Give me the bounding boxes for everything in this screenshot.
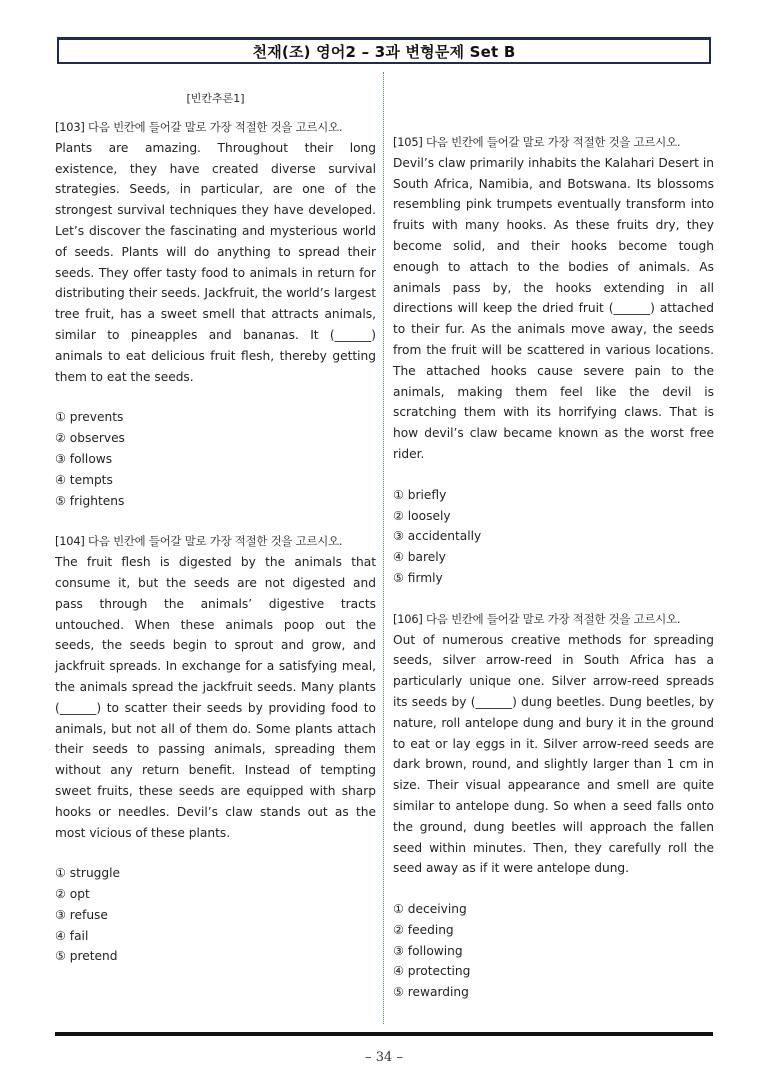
option-1: ① prevents [55, 410, 124, 425]
section-label: [빈칸추론1] [186, 92, 245, 105]
question-head: [103] 다음 빈칸에 들어갈 말로 가장 적절한 것을 고르시오. [55, 120, 343, 134]
option-3: ③ accidentally [393, 529, 482, 544]
option-4: ④ fail [55, 928, 89, 943]
question-passage: The fruit flesh is digested by the animals that consume it, but the seeds are not digested and pass through the animals’ digestive tracts untouched. When these animals poop out the seeds, the seeds begin to sprout and grow, and jackfruit spreads. In exchange for a satisfying meal, the animals spread the jackfruit seeds. Many plants (______) to scatter their seeds by providing food to animals, but not all of them do. Some plants attach their seeds to passing animals, spreading them without any return benefit. Instead of tempting sweet fruits, these seeds are equipped with sharp hooks or needles. Devil’s claw stands out as the most vicious of these plants. [55, 555, 376, 840]
column-divider [383, 72, 384, 1024]
question-103 [55, 117, 376, 511]
question-head: [106] 다음 빈칸에 들어갈 말로 가장 적절한 것을 고르시오. [393, 611, 681, 626]
question-head: [104] 다음 빈칸에 들어갈 말로 가장 적절한 것을 고르시오. [55, 534, 343, 549]
question-passage: Out of numerous creative methods for spreading seeds, silver arrow-reed in South Africa has a particularly unique one. Silver arrow-reed spreads its seeds by (______) dung beetles. Dung beetles, by nature, roll antelope dung and bury it in the ground to eat or lay eggs in it. Silver arrow-reed seeds are dark brown, round, and slightly larger than 1 cm in size. Their visual appearance and smell are quite similar to antelope dung. So when a seed falls onto the ground, dung beetles will approach the fallen seed within minutes. Then, they carefully roll the seed away as if it were antelope dung. [393, 632, 714, 876]
question-104 [55, 531, 376, 967]
right-column [393, 92, 714, 1023]
question-106 [393, 609, 714, 1003]
option-2: ② feeding [393, 922, 454, 937]
option-4: ④ protecting [393, 964, 471, 979]
option-5: ⑤ rewarding [393, 985, 469, 1000]
option-4: ④ barely [393, 550, 446, 565]
option-5: ⑤ firmly [393, 570, 443, 585]
option-5: ⑤ frightens [55, 493, 125, 508]
option-list [393, 485, 714, 589]
question-passage: Plants are amazing. Throughout their long existence, they have created diverse survival strategies. Seeds, in particular, are one of the strongest survival techniques they have developed. Let’s discover the fascinating and mysterious world of seeds. Plants will do anything to spread their seeds. They offer tasty food to animals in return for distributing their seeds. Jackfruit, the world’s largest tree fruit, has a sweet smell that attracts animals, similar to pineapples and bananas. It (______) animals to eat delicious fruit flesh, thereby getting them to eat the seeds. [55, 140, 376, 384]
page-number: – 34 – [365, 1050, 403, 1065]
option-list [55, 863, 376, 967]
option-3: ③ follows [55, 451, 113, 466]
option-2: ② opt [55, 887, 90, 902]
option-3: ③ following [393, 943, 463, 958]
option-4: ④ tempts [55, 472, 113, 487]
header-box [57, 37, 711, 64]
option-2: ② observes [55, 431, 125, 446]
question-105 [393, 132, 714, 589]
question-head: [105] 다음 빈칸에 들어갈 말로 가장 적절한 것을 고르시오. [393, 135, 681, 149]
left-column [55, 92, 376, 987]
question-passage: Devil’s claw primarily inhabits the Kalahari Desert in South Africa, Namibia, and Botswana. Its blossoms resembling pink trumpets eventually transform into fruits with many hooks. As these fruits dry, they become solid, and their hooks become tough enough to attach to the bodies of animals. As animals pass by, the hooks extending in all directions will keep the dried fruit (______) attached to their fur. As the animals move away, the seeds from the fruit will be scattered in various locations. The attached hooks cause severe pain to the animals, making them feel like the devil is scratching them with its horrifying claws. That is how devil’s claw became known as the worst free rider. [393, 155, 714, 461]
footer-rule [55, 1032, 713, 1036]
option-3: ③ refuse [55, 907, 108, 922]
option-1: ① briefly [393, 487, 447, 502]
option-1: ① struggle [55, 866, 121, 881]
option-1: ① deceiving [393, 902, 467, 917]
option-list [55, 407, 376, 511]
option-5: ⑤ pretend [55, 949, 118, 964]
option-2: ② loosely [393, 508, 451, 523]
page-title: 천재(조) 영어2 – 3과 변형문제 Set B [252, 42, 516, 61]
option-list [393, 899, 714, 1003]
right-column-spacer [393, 92, 714, 132]
